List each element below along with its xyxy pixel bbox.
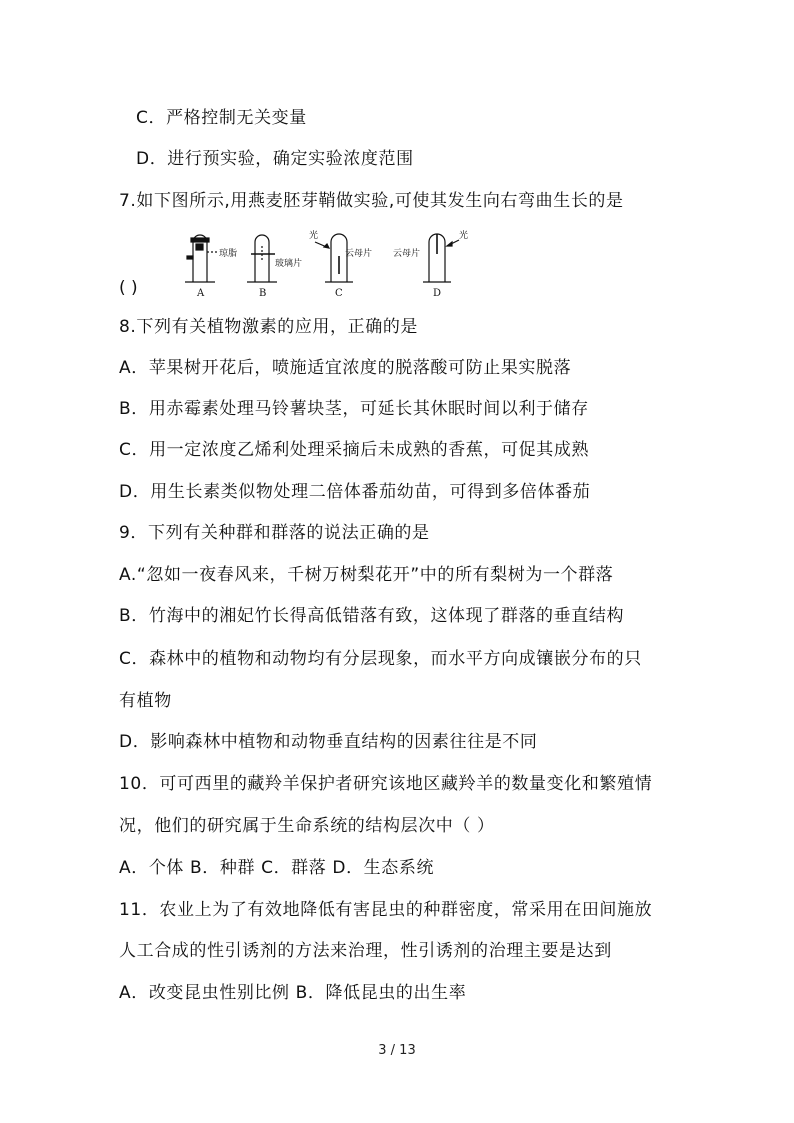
light-label-c: 光 <box>309 231 319 241</box>
q10-options: A．个体 B．种群 C．群落 D．生态系统 <box>119 858 435 878</box>
question-8: 8.下列有关植物激素的应用，正确的是 <box>119 317 419 337</box>
question-9: 9．下列有关种群和群落的说法正确的是 <box>119 523 430 543</box>
question-11-line1: 11．农业上为了有效地降低有害昆虫的种群密度，常采用在田间施放 <box>119 900 653 920</box>
caption-c: C <box>335 288 343 299</box>
coleoptile-d <box>423 234 459 282</box>
q9-option-c-line2: 有植物 <box>119 691 172 711</box>
question-10-line2: 况，他们的研究属于生命系统的结构层次中（ ） <box>119 816 495 836</box>
q9-option-a: A.“忽如一夜春风来，千树万树梨花开”中的所有梨树为一个群落 <box>119 565 614 585</box>
q6-option-d: D．进行预实验，确定实验浓度范围 <box>136 149 414 169</box>
question-11-line2: 人工合成的性引诱剂的方法来治理，性引诱剂的治理主要是达到 <box>119 941 612 961</box>
q9-option-c-line1: C．森林中的植物和动物均有分层现象，而水平方向成镶嵌分布的只 <box>119 649 642 669</box>
mica-label-c: 云母片 <box>345 249 373 259</box>
mica-label-d: 云母片 <box>393 249 421 259</box>
coleoptile-figure <box>185 226 475 300</box>
q6-option-c: C．严格控制无关变量 <box>136 108 307 128</box>
q8-option-d: D．用生长素类似物处理二倍体番茄幼苗，可得到多倍体番茄 <box>119 482 591 502</box>
q8-option-a: A．苹果树开花后，喷施适宜浓度的脱落酸可防止果实脱落 <box>119 358 572 378</box>
caption-b: B <box>259 288 267 299</box>
coleoptile-a <box>185 235 219 282</box>
caption-d: D <box>433 288 442 299</box>
page-number: 3 / 13 <box>378 1043 416 1058</box>
q11-options: A．改变昆虫性别比例 B．降低昆虫的出生率 <box>119 983 467 1003</box>
q7-answer-paren: ( ) <box>119 278 138 298</box>
light-label-d: 光 <box>459 231 469 241</box>
agar-label: 琼脂 <box>219 249 238 259</box>
caption-a: A <box>197 288 205 299</box>
question-7: 7.如下图所示,用燕麦胚芽鞘做实验,可使其发生向右弯曲生长的是 <box>119 191 624 211</box>
glass-label: 玻璃片 <box>275 259 303 269</box>
coleoptile-b <box>247 235 277 282</box>
question-10-line1: 10．可可西里的藏羚羊保护者研究该地区藏羚羊的数量变化和繁殖情 <box>119 774 653 794</box>
q8-option-c: C．用一定浓度乙烯利处理采摘后未成熟的香蕉，可促其成熟 <box>119 440 590 460</box>
q8-option-b: B．用赤霉素处理马铃薯块茎，可延长其休眠时间以利于储存 <box>119 399 589 419</box>
q9-option-b: B．竹海中的湘妃竹长得高低错落有致，这体现了群落的垂直结构 <box>119 606 625 626</box>
q9-option-d: D．影响森林中植物和动物垂直结构的因素往往是不同 <box>119 732 538 752</box>
